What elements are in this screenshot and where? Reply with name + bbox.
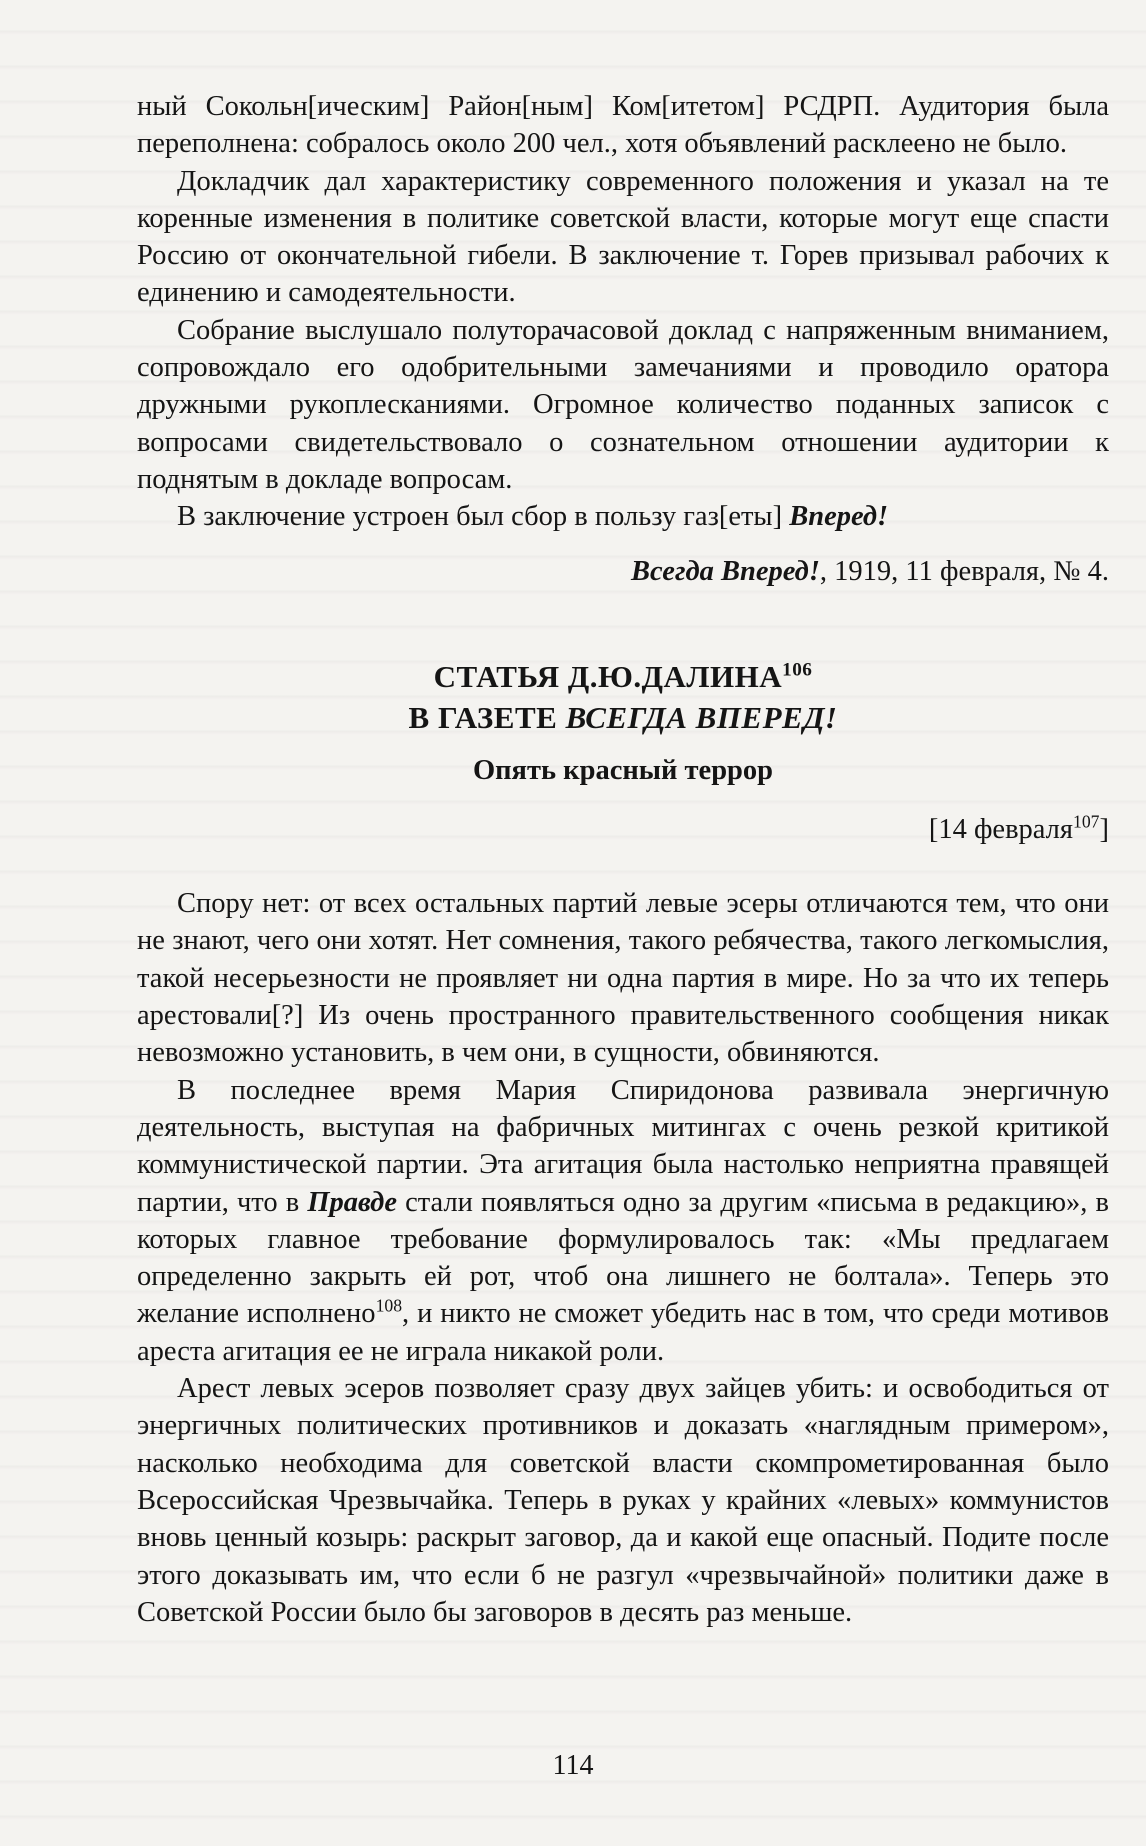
article-title-line-1: СТАТЬЯ Д.Ю.ДАЛИНА$^{106}$ [433,658,813,694]
footnote-ref-106: 106 [782,659,813,681]
report-closing-text: В заключение устроен был сбор в пользу газ[еты] [177,501,790,533]
report-closing [137,498,1109,535]
article-subtitle: Опять красный террор [472,754,774,786]
article-paragraph-1: Спору нет: от всех остальных партий левые эсеры отличаются тем, что они не знают, чего они хотят. Нет сомнения, такого ребячества, такого легкомыслия, такой несерьезности не проявляет ни одна партия в мире. Но за что их теперь арестовали[?] Из очень пространного правительственного сообщения никак невозможно установить, в чем они, в сущности, обвиняются. [137,888,1109,1069]
article-title-line-2: В ГАЗЕТЕ ВСЕГДА ВПЕРЕД! [408,699,838,735]
report-paragraph-1: ный Сокольн[ическим] Район[ным] Ком[итетом] РСДРП. Аудитория была переполнена: собралось около 200 чел., хотя объявлений расклеено не было. [137,91,1109,160]
article-paragraph-3: Арест левых эсеров позволяет сразу двух зайцев убить: и освободиться от энергичных политических противников и доказать «наглядным примером», насколько необходима для советской власти скомпрометированная было Всероссийская Чрезвычайка. Теперь в руках у крайних «левых» коммунистов вновь ценный козырь: раскрыт заговор, да и какой еще опасный. Подите после этого доказывать им, что если б не разгул «чрезвычайной» политики даже в Советской России было бы заговоров в десять раз меньше. [137,1373,1109,1628]
report-paragraph-2: Докладчик дал характеристику современного положения и указал на те коренные изменения в политике советской власти, которые могут еще спасти Россию от окончательной гибели. В заключение т. Горев призывал рабочих к единению и самодеятельности. [137,165,1109,309]
article-heading [137,656,1109,789]
report-paragraph-3: Собрание выслушало полуторачасовой доклад с напряженным вниманием, сопровождало его одобрительными замечаниями и проводило оратора дружными рукоплесканиями. Огромное количество поданных записок с вопросами свидетельствовало о сознательном отношении аудитории к поднятым в докладе вопросам. [137,314,1109,495]
source-newspaper: Всегда Вперед! [631,555,820,587]
article-title-newspaper: ВСЕГДА ВПЕРЕД! [565,699,838,735]
newspaper-title-pravda: Правде [307,1186,397,1218]
text-column [137,88,1109,1631]
footnote-ref-108: 108 [375,1295,403,1316]
article-date: [14 февраля$^{107}$] [928,811,1109,845]
source-citation [137,553,1109,590]
source-details: , 1919, 11 февраля, № 4. [819,555,1109,587]
page-number: 114 [552,1750,594,1781]
footnote-ref-107: 107 [1073,811,1100,832]
article-paragraph-2: В последнее время Мария Спиридонова развивала энергичную деятельность, выступая на фабричных митингах с очень резкой критикой коммунистической партии. Эта агитация была настолько неприятна правящей партии, что в Правде стали появляться одно за другим «письма в редакцию», в которых главное требование формулировалось так: «Мы предлагаем определенно закрыть ей рот, чтоб она лишнего не болтала». Теперь это желание исполнено$^{108}$, и никто не сможет убедить нас в том, что среди мотивов ареста агитация ее не играла никакой роли. [137,1074,1109,1367]
newspaper-title-vpered: Вперед! [789,501,889,533]
